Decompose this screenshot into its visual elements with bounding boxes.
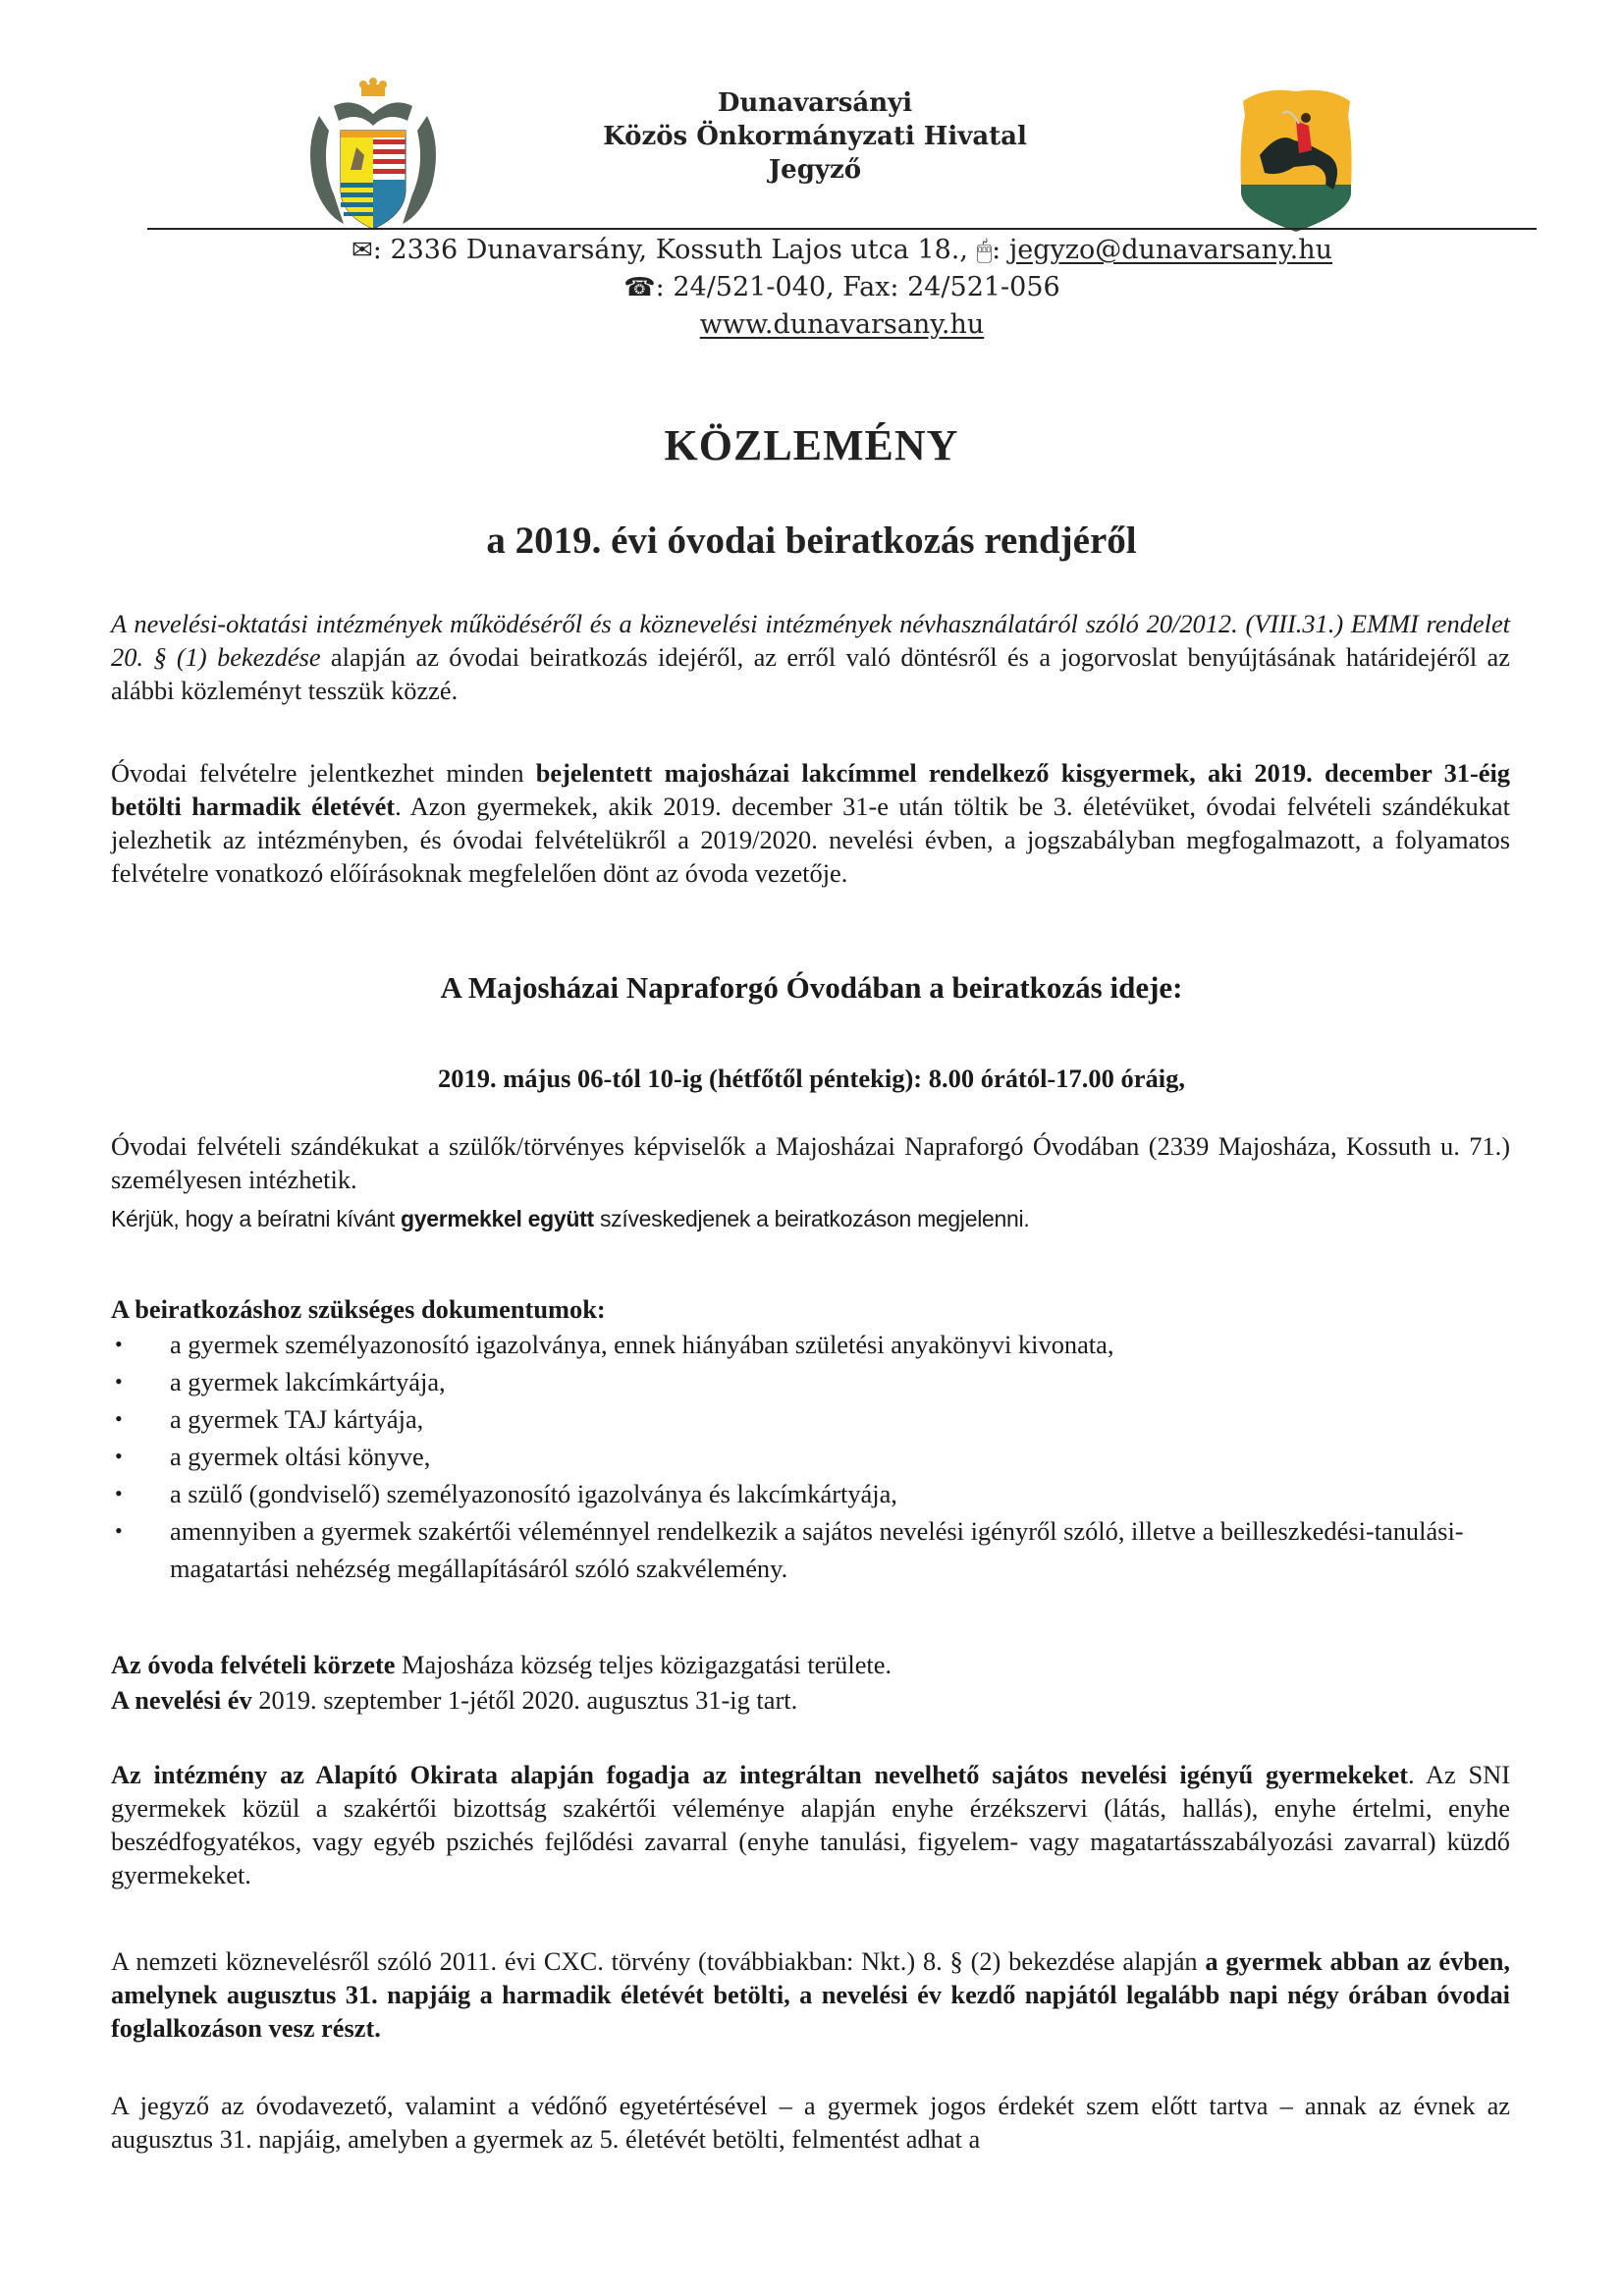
document-item-text: amennyiben a gyermek szakértői véleménnyel rendelkezik a sajátos nevelési igényről szóló, illetve a beilleszkedési-tanulási-magatartási nehézség megállapításáról szóló szakvélemény. <box>170 1516 1464 1583</box>
bullet-icon: • <box>115 1406 123 1431</box>
request-line <box>111 1202 1510 1235</box>
law-text: A nemzeti köznevelésről szóló 2011. évi CXC. törvény (továbbiakban: Nkt.) 8. § (2) bekezdése alapján <box>111 1946 1206 1976</box>
document-list-item <box>111 1475 1510 1512</box>
sni-paragraph <box>111 1758 1510 1891</box>
eligibility-text-2: . Azon gyermekek, akik 2019. december 31-e után töltik be 3. életévüket, óvodai felvételi szándékukat jelezhetik az intézményben, és óvodai felvételükről a 2019/2020. nevelési évben, a jogszabályban megfogalmazott, a folyamatos felvételre vonatkozó előírásoknak megfelelően dönt az óvoda vezetője. <box>111 792 1510 888</box>
enrollment-heading: A Majosházai Napraforgó Óvodában a beiratkozás ideje: <box>440 970 1183 1005</box>
request-highlight: gyermekkel együtt <box>400 1206 594 1231</box>
exemption-paragraph: A jegyző az óvodavezető, valamint a védőnő egyetértésével – a gyermek jogos érdekét szem előtt tartva – annak az évnek az augusztus 31. napjáig, amelyben a gyermek az 5. életévét betölti, felmentést adhat a <box>111 2091 1510 2154</box>
documents-section <box>111 1292 1510 1587</box>
eligibility-paragraph <box>111 756 1510 890</box>
district-line <box>111 1648 1510 1681</box>
header-divider <box>147 228 1537 230</box>
district-text: Majosháza község teljes közigazgatási területe. <box>395 1650 893 1679</box>
district-label: Az óvoda felvételi körzete <box>111 1650 396 1679</box>
address: : 2336 Dunavarsány, Kossuth Lajos utca 18., <box>372 235 977 265</box>
school-year-line <box>111 1683 1510 1717</box>
school-year-label: A nevelési év <box>111 1685 252 1715</box>
enrollment-time: 2019. május 06-tól 10-ig (hétfőtől péntekig): 8.00 órától-17.00 óráig, <box>437 1064 1186 1093</box>
address-line <box>147 232 1537 269</box>
website-line <box>147 306 1537 343</box>
email-link[interactable]: jegyzo@dunavarsany.hu <box>1008 235 1333 265</box>
page-subtitle: a 2019. évi óvodai beiratkozás rendjéről <box>486 519 1137 562</box>
eligibility-text-1: Óvodai felvételre jelentkezhet minden <box>111 758 536 788</box>
bullet-icon: • <box>115 1369 123 1394</box>
document-list-item <box>111 1363 1510 1400</box>
bullet-icon: • <box>115 1444 123 1468</box>
document-list-item <box>111 1512 1510 1587</box>
bullet-icon: • <box>115 1481 123 1505</box>
envelope-icon: ✉ <box>351 236 373 265</box>
request-text-2: szíveskedjenek a beiratkozáson megjelenni. <box>593 1206 1030 1231</box>
intro-legal-reference: A nevelési-oktatási intézmények működéséről és a köznevelési intézmények névhasználatáról szóló 20/2012. (VIII.31.) EMMI rendelet 20. § (1) bekezdése <box>111 609 1510 672</box>
sni-text: . Az SNI gyermekek közül a szakértői bizottság szakértői véleménye alapján enyhe érzékszervi (látás, hallás), enyhe értelmi, enyhe beszédfogyatékos, vagy egyéb pszichés fejlődési zavarral (enyhe tanulási, figyelem- vagy magatartásszabályozási zavarral) küzdő gyermekeket. <box>111 1760 1510 1889</box>
documents-heading: A beiratkozáshoz szükséges dokumentumok: <box>111 1294 606 1324</box>
document-item-text: a gyermek oltási könyve, <box>170 1442 431 1471</box>
sni-highlight: Az intézmény az Alapító Okirata alapján fogadja az integráltan nevelhető sajátos nevelési igényű gyermekeket <box>111 1760 1409 1789</box>
website-link[interactable]: www.dunavarsany.hu <box>699 309 985 340</box>
document-item-text: a gyermek személyazonosító igazolványa, ennek hiányában születési anyakönyvi kivonata, <box>170 1330 1114 1359</box>
organization-name <box>550 86 1080 187</box>
request-text-1: Kérjük, hogy a beíratni kívánt <box>111 1206 401 1231</box>
org-line-3: Jegyző <box>768 155 862 185</box>
intro-paragraph <box>111 607 1510 707</box>
bullet-icon: • <box>115 1332 123 1356</box>
document-list-item <box>111 1438 1510 1475</box>
enrollment-place: Óvodai felvételi szándékukat a szülők/törvényes képviselők a Majosházai Napraforgó Óvodában (2339 Majosháza, Kossuth u. 71.) személyesen intézhetik. <box>111 1131 1510 1194</box>
phone-line <box>147 269 1537 306</box>
document-item-text: a gyermek lakcímkártyája, <box>170 1367 446 1396</box>
document-list-item <box>111 1400 1510 1438</box>
mouse-icon: 🖱 <box>976 236 993 265</box>
document-item-text: a szülő (gondviselő) személyazonosító igazolványa és lakcímkártyája, <box>170 1479 897 1508</box>
contact-block <box>147 232 1537 343</box>
page-title: KÖZLEMÉNY <box>664 421 959 469</box>
documents-list <box>111 1326 1510 1587</box>
law-paragraph <box>111 1944 1510 2045</box>
phone-fax: : 24/521-040, Fax: 24/521-056 <box>655 272 1060 302</box>
school-year-text: 2019. szeptember 1-jétől 2020. augusztus 31-ig tart. <box>251 1685 798 1715</box>
eligibility-highlight: bejelentett majosházai lakcímmel rendelkező kisgyermek, aki 2019. december 31-éig betölti harmadik életévét <box>111 758 1510 821</box>
intro-text: alapján az óvodai beiratkozás idejéről, az erről való döntésről és a jogorvoslat benyújtásának határidejéről az alábbi közleményt tesszük közzé. <box>111 642 1510 705</box>
document-list-item <box>111 1326 1510 1363</box>
majoshaza-coat-of-arms-icon <box>1235 86 1358 234</box>
document-item-text: a gyermek TAJ kártyája, <box>170 1404 424 1434</box>
org-line-1: Dunavarsányi <box>717 88 913 118</box>
org-line-2: Közös Önkormányzati Hivatal <box>603 122 1027 151</box>
law-highlight: a gyermek abban az évben, amelynek augusztus 31. napjáig a harmadik életévét betölti, a nevelési év kezdő napjától legalább napi négy órában óvodai foglalkozáson vesz részt. <box>111 1946 1510 2043</box>
dunavarsany-coat-of-arms-icon <box>299 77 447 234</box>
bullet-icon: • <box>115 1518 123 1543</box>
telephone-icon: ☎ <box>623 273 656 302</box>
email-prefix: : <box>992 235 1009 265</box>
